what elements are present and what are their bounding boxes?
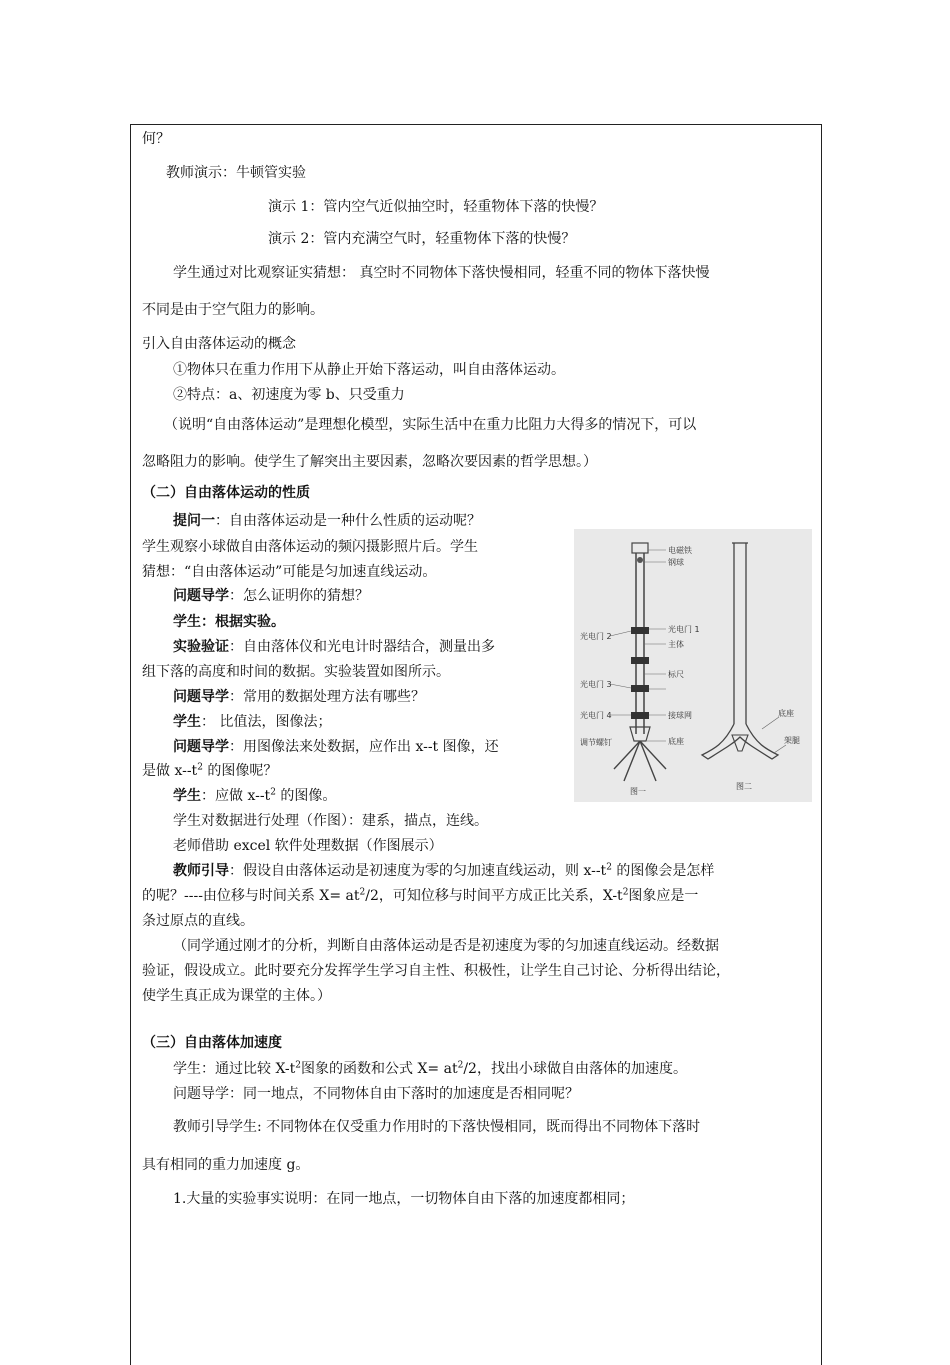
label-electromagnet: 电磁铁 (668, 546, 692, 555)
text-line: 忽略阻力的影响。使学生了解突出主要因素，忽略次要因素的哲学思想。） (142, 454, 597, 470)
text-line: 不同是由于空气阻力的影响。 (142, 302, 324, 318)
text-span: 的图像呢？ (202, 763, 278, 779)
text-line: 学生对数据进行处理（作图）：建系，描点，连线。 (173, 813, 488, 829)
bold-label: 学生 (173, 614, 201, 630)
label-main-body: 主体 (668, 640, 684, 649)
text-span: 图象应是一 (628, 888, 699, 904)
tripod-legs (614, 741, 666, 781)
electromagnet-shape (632, 543, 648, 553)
label-stand: 架腿 (784, 736, 800, 745)
text-line (173, 737, 499, 757)
bold-label: 问题导学 (173, 689, 229, 705)
superscript: 2 (295, 1060, 302, 1071)
superscript: 2 (622, 887, 629, 898)
text-line: 演示 2：管内充满空气时，轻重物体下落的快慢？ (268, 231, 576, 247)
superscript: 2 (606, 862, 612, 873)
text-span: 是做 x--t (142, 763, 198, 779)
text-line (173, 612, 285, 632)
text-span: ：用图像法来处数据，应作出 x--t 图像，还 (229, 739, 499, 755)
label-gate1: 光电门 1 (668, 625, 700, 634)
superscript: 2 (270, 787, 276, 798)
text-line: 学生观察小球做自由落体运动的频闪摄影照片后。学生 (142, 539, 478, 555)
superscript: 2 (359, 887, 366, 898)
text-line: 演示 1：管内空气近似抽空时，轻重物体下落的快慢？ (268, 199, 604, 215)
text-line: 组下落的高度和时间的数据。实验装置如图所示。 (142, 664, 450, 680)
superscript: 2 (457, 1060, 464, 1071)
section-heading-3: （三）自由落体加速度 (142, 1035, 282, 1051)
label-base2: 底座 (778, 709, 794, 718)
text-line: 学生通过对比观察证实猜想： 真空时不同物体下落快慢相同，轻重不同的物体下落快慢 (173, 265, 710, 281)
text-line: ①物体只在重力作用下从静止开始下落运动，叫自由落体运动。 (173, 362, 565, 378)
text-span: 的图像。 (275, 788, 337, 804)
text-span: ：自由落体运动是一种什么性质的运动呢？ (215, 513, 481, 529)
text-line (142, 886, 698, 906)
text-span: ：自由落体仪和光电计时器结合，测量出多 (229, 639, 495, 655)
label-steel-ball: 钢球 (668, 558, 684, 567)
apparatus-diagram (574, 529, 812, 802)
text-line: ②特点：a、初速度为零 b、只受重力 (173, 387, 405, 403)
text-line: 1.大量的实验事实说明：在同一地点，一切物体自由下落的加速度都相同； (173, 1191, 635, 1207)
text-line (173, 511, 481, 531)
apparatus-figure (574, 529, 812, 802)
text-line (173, 586, 369, 606)
text-span: /2，可知位移与时间平方成正比关系，X-t (365, 888, 623, 904)
photogate-4 (631, 712, 649, 719)
text-span: ： 比值法，图像法； (201, 714, 332, 730)
label-ruler: 标尺 (668, 670, 684, 679)
text-line: （说明“自由落体运动”是理想化模型，实际生活中在重力比阻力大得多的情况下，可以 (164, 417, 697, 433)
bold-label: 学生 (173, 788, 201, 804)
text-span: /2，找出小球做自由落体的加速度。 (463, 1061, 687, 1077)
text-line (173, 786, 336, 806)
text-span: ：假设自由落体运动是初速度为零的匀加速直线运动，则 x--t (229, 863, 607, 879)
text-line: 问题导学：同一地点，不同物体自由下落时的加速度是否相同呢？ (173, 1086, 579, 1102)
photogate-2 (631, 627, 649, 634)
text-line: 何？ (142, 131, 170, 147)
text-span: ：应做 x--t (201, 788, 271, 804)
text-line: 使学生真正成为课堂的主体。） (142, 988, 331, 1004)
label-base1: 底座 (668, 737, 684, 746)
text-span: ：根据实验。 (201, 614, 285, 630)
text-line (173, 687, 425, 707)
text-line (173, 637, 495, 657)
section-heading-2: （二）自由落体运动的性质 (142, 485, 310, 501)
bold-label: 问题导学 (173, 588, 229, 604)
text-span: 学生：通过比较 X-t (173, 1061, 296, 1077)
text-line: 引入自由落体运动的概念 (142, 336, 296, 352)
text-line: 老师借助 excel 软件处理数据（作图展示） (173, 838, 443, 854)
bold-label: 学生 (173, 714, 201, 730)
text-line (173, 712, 331, 732)
bold-label: 教师引导 (173, 863, 229, 879)
text-span: 的呢？----由位移与时间关系 X= at (142, 888, 360, 904)
label-gate2: 光电门 2 (580, 632, 612, 641)
label-screw: 调节螺钉 (580, 738, 612, 747)
text-line (173, 1059, 687, 1079)
text-line: 条过原点的直线。 (142, 913, 254, 929)
text-span: ：常用的数据处理方法有哪些？ (229, 689, 425, 705)
steel-ball-shape (637, 557, 643, 563)
label-gate3: 光电门 3 (580, 680, 612, 689)
label-net: 接球网 (668, 711, 692, 720)
text-line: 验证，假设成立。此时要充分发挥学生学习自主性、积极性，让学生自己讨论、分析得出结论， (142, 963, 730, 979)
bold-label: 提问一 (173, 513, 215, 529)
text-line: 教师引导学生: 不同物体在仅受重力作用时的下落快慢相同，既而得出不同物体下落时 (173, 1119, 701, 1135)
photogate-3 (631, 685, 649, 692)
text-line (142, 761, 277, 781)
text-line: 猜想：“自由落体运动”可能是匀加速直线运动。 (142, 564, 437, 580)
outline-stand (702, 724, 778, 759)
label-fig2: 图二 (736, 782, 752, 791)
label-fig1: 图一 (630, 787, 646, 796)
text-line: 具有相同的重力加速度 g。 (142, 1157, 310, 1173)
text-line: 教师演示：牛顿管实验 (166, 165, 306, 181)
text-span: 图象的函数和公式 X= at (301, 1061, 458, 1077)
catch-net-shape (630, 727, 650, 741)
label-gate4: 光电门 4 (580, 711, 612, 720)
bold-label: 实验验证 (173, 639, 229, 655)
photogate-mid (631, 657, 649, 664)
text-line: （同学通过刚才的分析，判断自由落体运动是否是初速度为零的匀加速直线运动。经数据 (173, 938, 719, 954)
text-line (173, 861, 714, 881)
text-span: 的图像会是怎样 (611, 863, 715, 879)
superscript: 2 (197, 762, 203, 773)
bold-label: 问题导学 (173, 739, 229, 755)
text-span: ：怎么证明你的猜想？ (229, 588, 369, 604)
